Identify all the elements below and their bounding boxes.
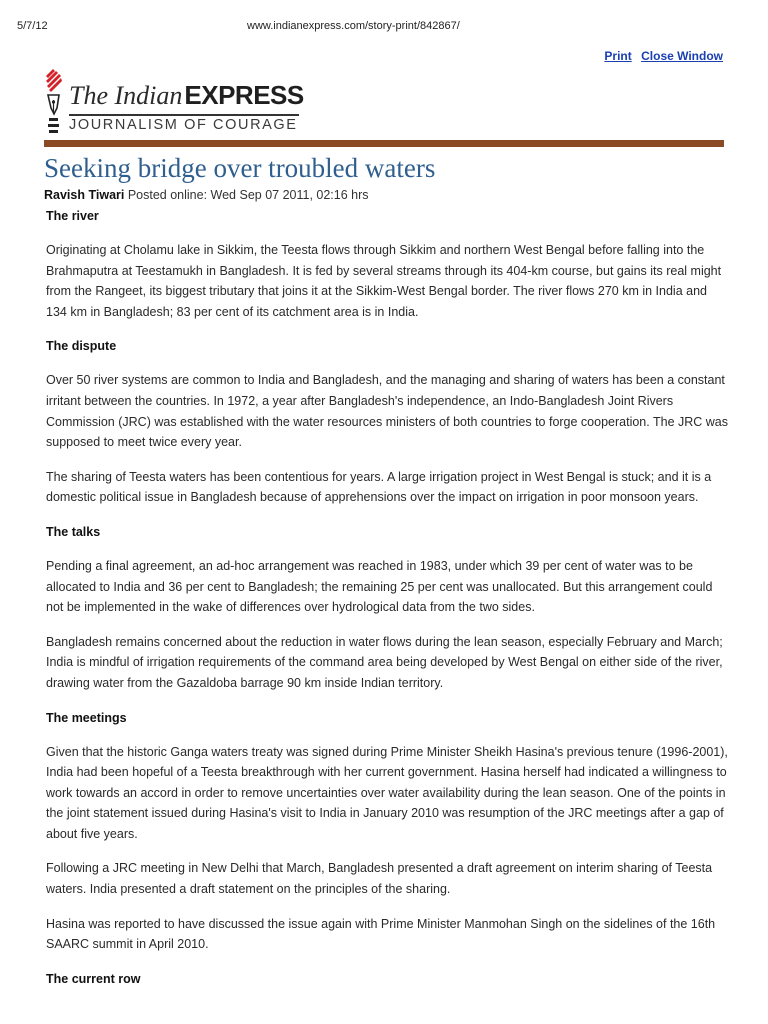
tagline: JOURNALISM OF COURAGE [69, 117, 298, 133]
section-heading: The meetings [46, 710, 127, 725]
article-paragraph: Over 50 river systems are common to India and Bangladesh, and the managing and sharing of waters has been a constant irritant between the countries. In 1972, a year after Bangladesh's independence, an Indo-Bangladesh Joint Rivers Commission (JRC) was established with the water resources ministers of both countries to forge cooperation. The JRC was supposed to meet twice every year. [46, 373, 728, 450]
article-paragraph: The sharing of Teesta waters has been contentious for years. A large irrigation project in West Bengal is stuck; and it is a domestic political issue in Bangladesh because of apprehensions over the impact on irrigation in poor monsoon years. [46, 469, 712, 505]
posted-date: Posted online: Wed Sep 07 2011, 02:16 hrs [124, 188, 369, 202]
article-headline: Seeking bridge over troubled waters [44, 153, 436, 183]
print-header [17, 20, 752, 34]
section-heading: The river [46, 209, 99, 223]
brand-express: EXPRESS [184, 80, 304, 110]
tagline-rule [69, 114, 299, 116]
print-url: www.indianexpress.com/story-print/842867/ [247, 20, 460, 32]
article-body [46, 206, 728, 1003]
article-paragraph: Hasina was reported to have discussed the issue again with Prime Minister Manmohan Singh on the sidelines of the 16th SAARC summit in April 2010. [46, 916, 716, 952]
article-paragraph: Originating at Cholamu lake in Sikkim, the Teesta flows through Sikkim and northern West Bengal before falling into the Brahmaputra at Teestamukh in Bangladesh. It is fed by several streams through its 404-km course, but gains its real might from the Rangeet, its biggest tributary that joins it at the Sikkim-West Bengal border. The river flows 270 km in India and 134 km in Bangladesh; 83 per cent of its catchment area is in India. [46, 243, 722, 319]
close-window-link[interactable]: Close Window [641, 49, 723, 63]
masthead-divider-bar [44, 140, 724, 147]
section-heading: The talks [46, 524, 101, 539]
byline [44, 188, 369, 202]
brand-the-indian: The Indian [69, 81, 183, 110]
masthead [40, 64, 310, 140]
article-paragraph: Pending a final agreement, an ad-hoc arrangement was reached in 1983, under which 39 per cent of water was to be allocated to India and 36 per cent to Bangladesh; the remaining 25 per cent was unallocated. But this arrangement could not be implemented in the wake of differences over hydrological data from the two sides. [46, 558, 713, 615]
brand-wordmark [69, 80, 304, 111]
print-date: 5/7/12 [17, 20, 48, 32]
author-name: Ravish Tiwari [44, 188, 125, 202]
top-links [604, 49, 723, 63]
article-paragraph: Following a JRC meeting in New Delhi that March, Bangladesh presented a draft agreement on interim sharing of Teesta waters. India presented a draft statement on the principles of the sharing. [46, 861, 713, 897]
print-link[interactable]: Print [604, 49, 632, 63]
pen-nib-logo-icon [43, 68, 65, 138]
section-heading: The current row [46, 971, 141, 986]
article-paragraph: Bangladesh remains concerned about the reduction in water flows during the lean season, especially February and March; India is mindful of irrigation requirements of the command area being developed by West Bengal on either side of the river, drawing water from the Gazaldoba barrage 90 km inside Indian territory. [46, 634, 723, 690]
section-heading: The dispute [46, 339, 117, 354]
article-paragraph: Given that the historic Ganga waters treaty was signed during Prime Minister Sheikh Hasina's previous tenure (1996-2001), India had been hopeful of a Teesta breakthrough with her current government. Hasina herself had indicated a willingness to work towards an accord in order to remove uncertainties over water availability during the lean season. One of the points in the joint statement issued during Hasina's visit to India in January 2010 was resumption of the JRC meetings after a gap of about five years. [46, 744, 728, 841]
